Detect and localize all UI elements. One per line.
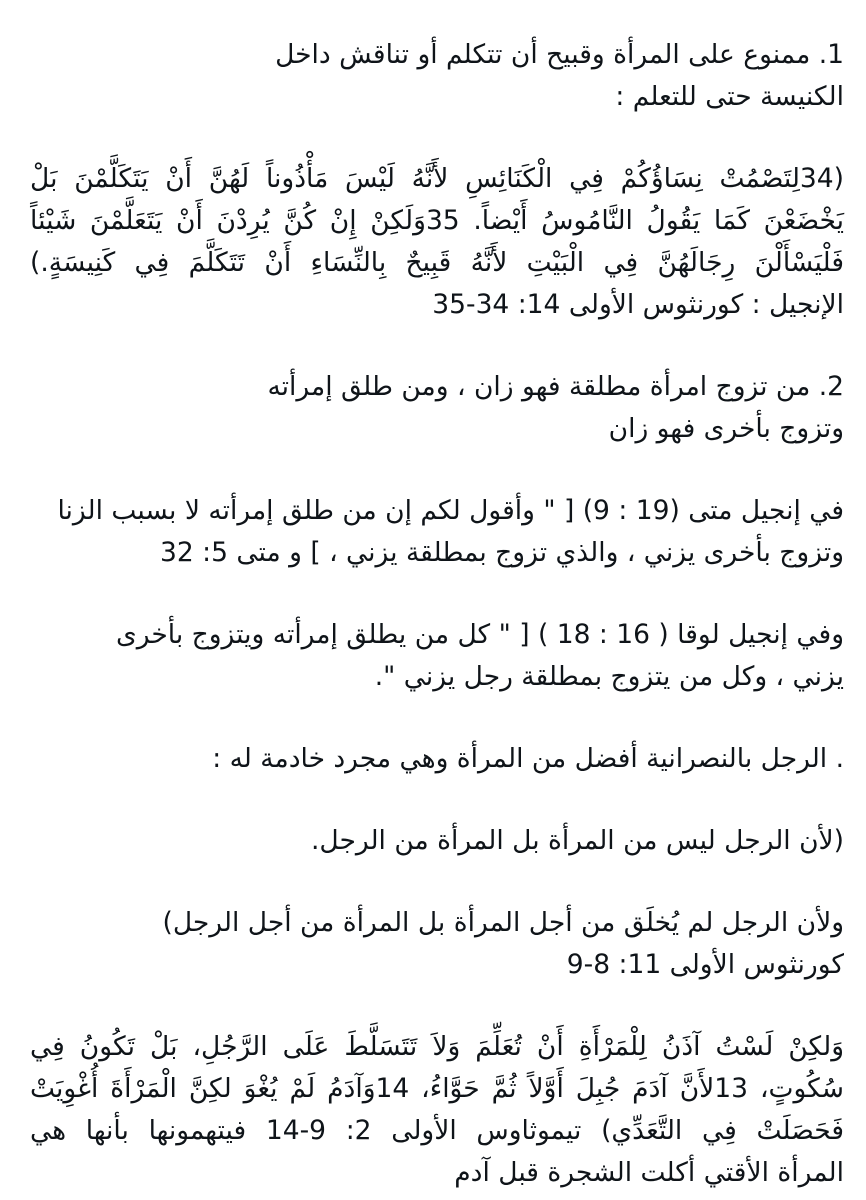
text-line: وفي إنجيل لوقا ( 16 : 18 ) [ " كل من يطلق إمرأته ويتزوج بأخرى — [116, 619, 844, 650]
paragraph-3 — [30, 366, 844, 450]
text-line: (34لِتَصْمُتْ نِسَاؤُكُمْ فِي الْكَنَائِسِ لأَنَّهُ لَيْسَ مَأْذُوناً لَهُنَّ أَنْ يَتَكَلَّمْنَ بَلْ — [30, 163, 844, 194]
text-line: وتزوج بأخرى يزني ، والذي تزوج بمطلقة يزني ، ] و متى 5: 32 — [160, 537, 844, 568]
text-line: المرأة الأقتي أكلت الشجرة قبل آدم — [454, 1157, 844, 1188]
text-line: كورنثوس الأولى 11: 8-9 — [566, 949, 844, 980]
text-line: يَخْضَعْنَ كَمَا يَقُولُ النَّامُوسُ أَيْضاً. 35وَلَكِنْ إِنْ كُنَّ يُرِدْنَ أَنْ يَتَعَلَّمْنَ شَيْئاً — [30, 205, 845, 236]
text-line: فَحَصَلَتْ فِي التَّعَدِّي) تيموثاوس الأولى 2: 9-14 فيتهمونها بأنها هي — [30, 1115, 845, 1146]
paragraph-2 — [30, 158, 844, 326]
paragraph-5 — [30, 614, 844, 698]
text-line: 2. من تزوج امرأة مطلقة فهو زان ، ومن طلق إمرأته — [267, 371, 844, 402]
paragraph-8 — [30, 902, 844, 986]
text-line: يزني ، وكل من يتزوج بمطلقة رجل يزني ". — [374, 661, 844, 692]
paragraph-6 — [30, 738, 844, 780]
paragraph-1 — [30, 34, 844, 118]
text-line: . الرجل بالنصرانية أفضل من المرأة وهي مجرد خادمة له : — [212, 743, 844, 774]
text-line: ولأن الرجل لم يُخلَق من أجل المرأة بل المرأة من أجل الرجل) — [162, 907, 844, 938]
text-line: الكنيسة حتى للتعلم : — [615, 81, 844, 112]
text-line: في إنجيل متى (19 : 9) [ " وأقول لكم إن من طلق إمرأته لا بسبب الزنا — [57, 495, 844, 526]
text-line: وتزوج بأخرى فهو زان — [608, 413, 844, 444]
text-line: وَلكِنْ لَسْتُ آذَنُ لِلْمَرْأَةِ أَنْ تُعَلِّمَ وَلاَ تَتَسَلَّطَ عَلَى الرَّجُلِ، بَلْ تَكُونُ فِي — [30, 1031, 844, 1062]
text-line: الإنجيل : كورنثوس الأولى 14: 34-35 — [432, 289, 844, 320]
text-line: 1. ممنوع على المرأة وقبيح أن تتكلم أو تناقش داخل — [275, 39, 844, 70]
paragraph-9 — [30, 1026, 844, 1194]
text-line: سُكُوتٍ، 13لأَنَّ آدَمَ جُبِلَ أَوَّلاً ثُمَّ حَوَّاءُ، 14وَآدَمُ لَمْ يُغْوَ لكِنَّ الْمَرْأَةَ أُغْوِيَتْ — [30, 1073, 844, 1104]
text-line: فَلْيَسْأَلْنَ رِجَالَهُنَّ فِي الْبَيْتِ لأَنَّهُ قَبِيحٌ بِالنِّسَاءِ أَنْ تَتَكَلَّمَ فِي كَنِيسَةٍ.) — [30, 247, 844, 278]
paragraph-4 — [30, 490, 844, 574]
paragraph-7 — [30, 820, 844, 862]
text-line: (لأن الرجل ليس من المرأة بل المرأة من الرجل. — [310, 825, 844, 856]
